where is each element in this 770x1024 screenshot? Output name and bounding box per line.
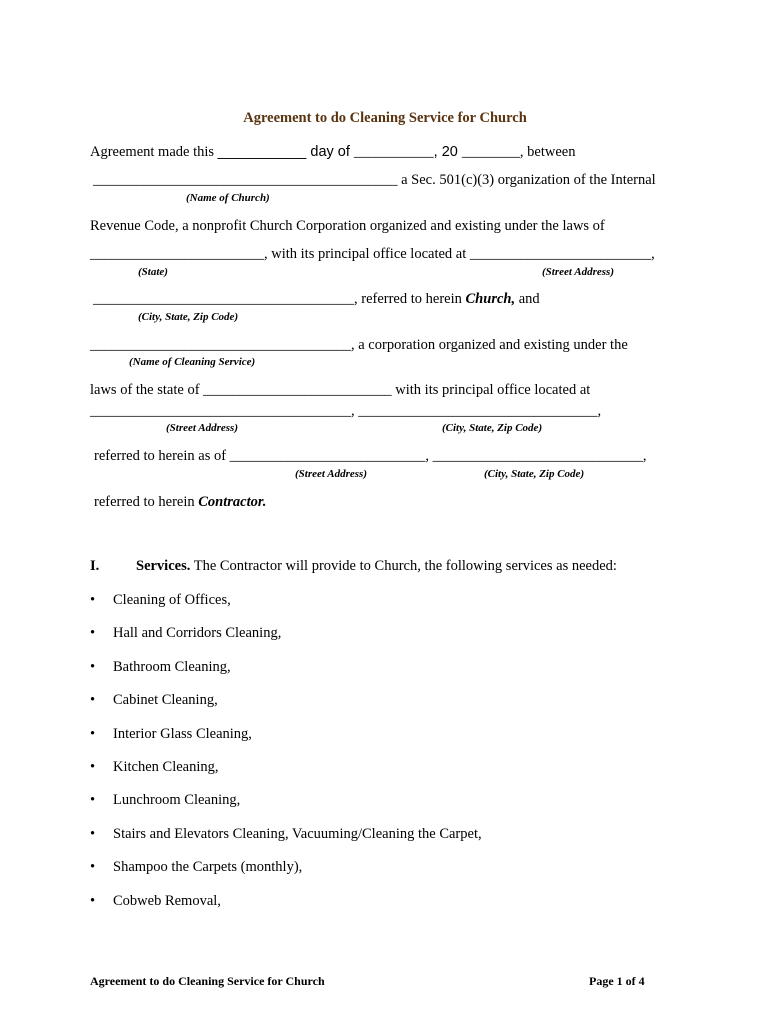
bullet-icon: • [90,759,96,775]
contractor-reference-line [94,494,266,511]
bullet-icon: • [90,592,96,608]
contractor-street-caption: (Street Address) [166,422,239,434]
service-item-text: Cabinet Cleaning, [113,692,218,708]
state-caption: (State) [138,266,168,278]
service-item-text: Lunchroom Cleaning, [113,792,241,808]
revenue-code-line: Revenue Code, a nonprofit Church Corporation organized and existing under the laws of [90,218,605,234]
contractor-term: Contractor. [198,494,267,510]
church-term: Church, [465,291,516,307]
referred-street-caption: (Street Address) [295,468,368,480]
church-name-line: __________________________________________ a Sec. 501(c)(3) organization of the Internal [93,172,656,188]
service-item-text: Stairs and Elevators Cleaning, Vacuuming/Cleaning the Carpet, [113,826,482,842]
bullet-icon: • [90,692,96,708]
bullet-icon: • [90,625,96,641]
cleaning-service-caption: (Name of Cleaning Service) [129,356,256,368]
city-blank-text: ____________________________________, referred to herein [93,291,466,307]
service-item-text: Hall and Corridors Cleaning, [113,625,282,641]
agreement-date-line [90,144,575,161]
church-reference-line [93,291,540,308]
bullet-icon: • [90,792,96,808]
service-item-text: Interior Glass Cleaning, [113,726,252,742]
day-of-text: day of [306,144,354,160]
service-item-text: Cleaning of Offices, [113,592,231,608]
agreement-made-text: Agreement made this [90,144,218,160]
city-caption: (City, State, Zip Code) [138,311,239,323]
section-services-heading-line [136,558,617,575]
document-title: Agreement to do Cleaning Service for Church [243,110,527,126]
contractor-city-caption: (City, State, Zip Code) [442,422,543,434]
between-text: , between [519,144,576,160]
and-text: and [515,291,540,307]
service-item-text: Bathroom Cleaning, [113,659,231,675]
cleaning-service-line: ____________________________________, a corporation organized and existing under the [90,337,628,353]
bullet-icon: • [90,893,96,909]
service-item-text: Kitchen Cleaning, [113,759,219,775]
day-blank: ___________ [217,144,307,160]
street-address-caption: (Street Address) [542,266,615,278]
service-item-text: Cobweb Removal, [113,893,221,909]
services-intro: The Contractor will provide to Church, the following services as needed: [190,558,617,574]
bullet-icon: • [90,726,96,742]
service-item-text: Shampoo the Carpets (monthly), [113,859,303,875]
bullet-icon: • [90,659,96,675]
month-blank: ___________ [353,144,434,160]
church-name-caption: (Name of Church) [186,192,270,204]
year-prefix: , 20 [433,144,462,160]
services-heading: Services. [136,558,191,574]
page-number: Page 1 of 4 [589,974,645,988]
state-address-line: ________________________, with its principal office located at _________________________, [90,246,655,262]
footer-title: Agreement to do Cleaning Service for Church [90,974,325,988]
referred-address-line: referred to herein as of ___________________________, _____________________________, [94,448,647,464]
year-blank: ________ [461,144,520,160]
contractor-address-line: ____________________________________, _________________________________, [90,403,602,419]
referred-city-caption: (City, State, Zip Code) [484,468,585,480]
referred-herein-text: referred to herein [94,494,199,510]
state-laws-line: laws of the state of __________________________ with its principal office located at [90,382,591,398]
bullet-icon: • [90,859,96,875]
bullet-icon: • [90,826,96,842]
section-number: I. [90,558,100,574]
